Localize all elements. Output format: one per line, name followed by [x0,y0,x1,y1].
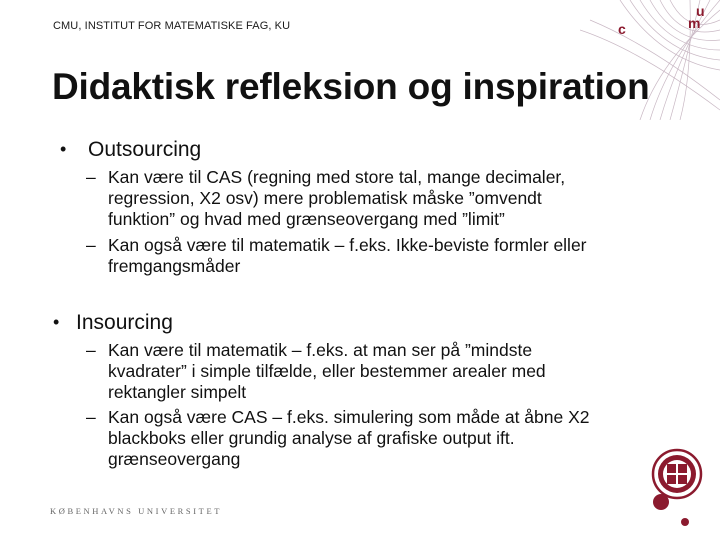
sub-item [86,340,546,403]
logo-letter-u: u [696,3,705,19]
sub-line: grænseovergang [108,449,241,469]
sub-line: blackboks eller grundig analyse af grafiske output ift. [108,428,515,448]
dash-symbol: – [86,235,96,255]
dash-symbol: – [86,340,96,360]
sub-line: rektangler simpelt [108,382,247,402]
bullet-symbol: • [53,312,60,332]
sub-item [86,167,566,230]
sub-line: Kan også være CAS – f.eks. simulering som måde at åbne X2 [108,407,590,427]
sub-line: regression, X2 osv) mere problematisk måske ”omvendt [108,188,542,208]
sub-item [86,235,587,277]
bullet-label: Outsourcing [88,138,202,161]
bullet-symbol: • [60,139,67,159]
slide-title: Didaktisk refleksion og inspiration [52,66,650,107]
university-seal-icon [647,446,707,526]
university-footer: KØBENHAVNS UNIVERSITET [50,506,223,516]
sub-line: Kan være til matematik – f.eks. at man ser på ”mindste [108,340,533,360]
logo-letters [618,3,705,37]
sub-line: kvadrater” i simple tilfælde, eller bestemmer arealer med [108,361,546,381]
sub-line: Kan være til CAS (regning med store tal, mange decimaler, [108,167,566,187]
dash-symbol: – [86,167,96,187]
header-text: CMU, INSTITUT FOR MATEMATISKE FAG, KU [53,20,291,32]
sub-item [86,407,590,470]
dash-symbol: – [86,407,96,427]
logo-letter-m: m [688,15,701,31]
sub-line: fremgangsmåder [108,256,241,276]
bullet-label: Insourcing [76,311,173,334]
sub-line: Kan også være til matematik – f.eks. Ikke-beviste formler eller [108,235,587,255]
logo-letter-c: c [618,21,626,37]
sub-line: funktion” og hvad med grænseovergang med ”limit” [108,209,505,229]
